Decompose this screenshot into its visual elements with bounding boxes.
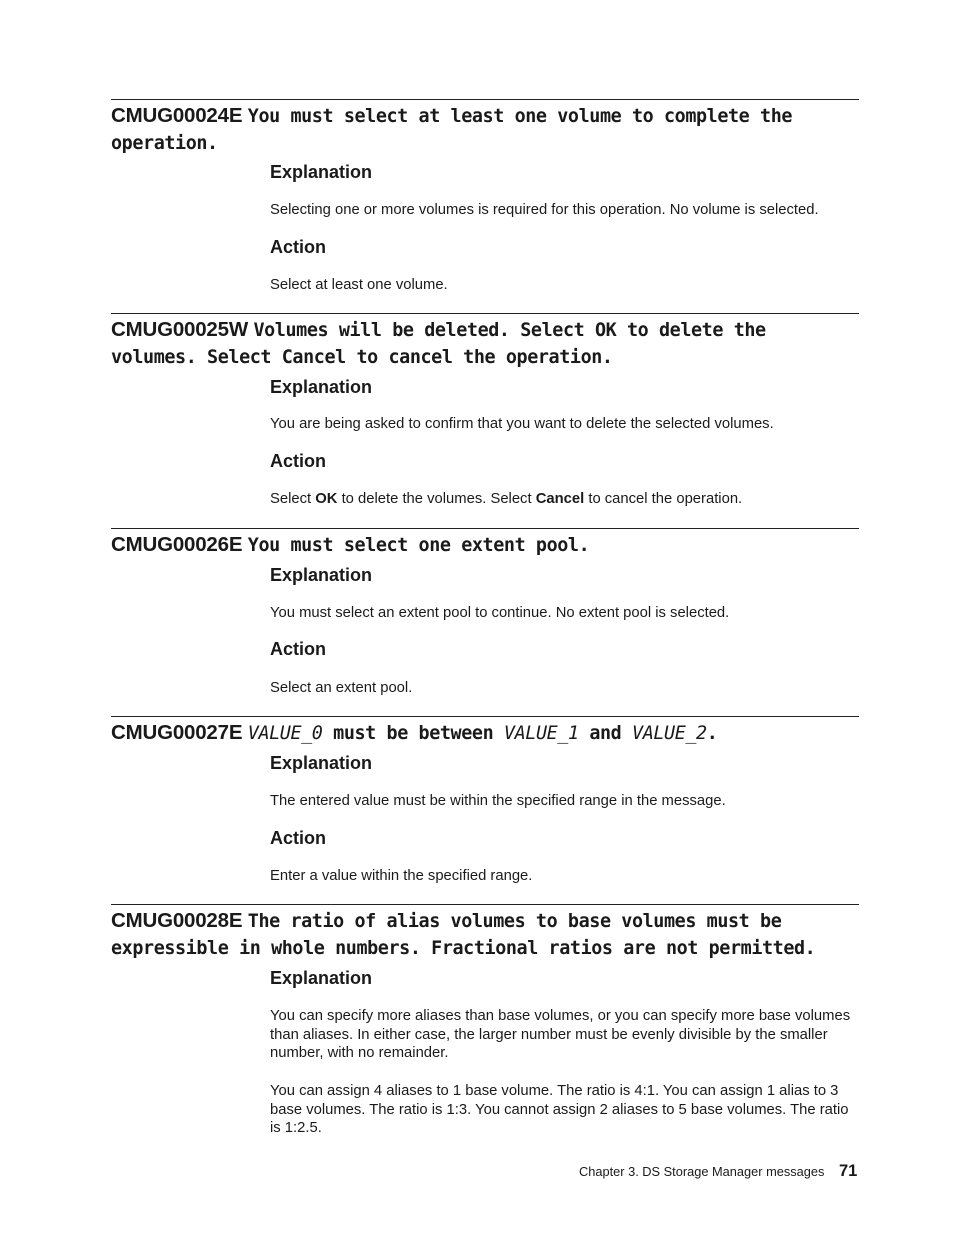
- message-title: [111, 316, 859, 371]
- message-text: must be between: [322, 723, 504, 744]
- explanation-text: You can assign 4 aliases to 1 base volume. The ratio is 4:1. You can assign 1 alias to 3 base volumes. The ratio is 1:3. You cannot assign 2 aliases to 5 base volumes. The ratio is 1:2.5.: [270, 1083, 849, 1137]
- message-text: .: [706, 723, 718, 744]
- message-title: [111, 907, 859, 962]
- action-text-part: Select: [270, 491, 316, 507]
- section-divider: [111, 528, 859, 529]
- page-number: 71: [839, 1162, 858, 1180]
- message-text: You must select one extent pool.: [247, 535, 590, 556]
- section-divider: [111, 99, 859, 100]
- footer-chapter: Chapter 3. DS Storage Manager messages: [579, 1164, 825, 1179]
- action-text: Enter a value within the specified range.: [270, 868, 533, 884]
- message-id: CMUG00027E: [111, 721, 243, 744]
- section-divider: [111, 904, 859, 905]
- variable-value-1: VALUE_1: [503, 723, 579, 744]
- action-text: [270, 490, 860, 509]
- explanation-text: You can specify more aliases than base volumes, or you can specify more base volumes than aliases. In either case, the larger number must be evenly divisible by the smaller number, with no remainder.: [270, 1008, 851, 1062]
- explanation-heading: Explanation: [270, 565, 373, 585]
- explanation-text: You must select an extent pool to continue. No extent pool is selected.: [270, 605, 730, 621]
- explanation-text: The entered value must be within the specified range in the message.: [270, 793, 726, 809]
- explanation-text: Selecting one or more volumes is required for this operation. No volume is selected.: [270, 202, 819, 218]
- explanation-heading: Explanation: [270, 753, 373, 773]
- variable-value-2: VALUE_2: [632, 723, 707, 744]
- explanation-text: You are being asked to confirm that you want to delete the selected volumes.: [270, 416, 774, 432]
- action-text: Select at least one volume.: [270, 277, 448, 293]
- action-heading: Action: [270, 451, 326, 471]
- message-id: CMUG00028E: [111, 909, 243, 932]
- section-divider: [111, 716, 859, 717]
- section-divider: [111, 313, 859, 314]
- message-title: [111, 531, 859, 559]
- cancel-keyword: Cancel: [535, 491, 585, 507]
- action-text: Select an extent pool.: [270, 680, 413, 696]
- message-text: Volumes will be deleted. Select OK to delete the volumes. Select Cancel to cancel the operation.: [111, 320, 766, 368]
- message-id: CMUG00025W: [111, 318, 248, 341]
- message-id: CMUG00026E: [111, 533, 243, 556]
- message-text: and: [578, 723, 633, 744]
- action-heading: Action: [270, 237, 326, 257]
- explanation-heading: Explanation: [270, 162, 373, 182]
- variable-value-0: VALUE_0: [247, 723, 323, 744]
- message-title: [111, 719, 859, 747]
- action-heading: Action: [270, 639, 326, 659]
- action-heading: Action: [270, 828, 326, 848]
- explanation-heading: Explanation: [270, 377, 373, 397]
- message-title: [111, 102, 859, 157]
- message-text: You must select at least one volume to complete the operation.: [111, 106, 793, 154]
- message-text: The ratio of alias volumes to base volumes must be expressible in whole numbers. Fractional ratios are not permitted.: [111, 911, 816, 959]
- action-text-part: to delete the volumes. Select: [337, 491, 536, 507]
- action-text-part: to cancel the operation.: [584, 491, 743, 507]
- ok-keyword: OK: [315, 491, 338, 507]
- message-id: CMUG00024E: [111, 104, 243, 127]
- explanation-heading: Explanation: [270, 968, 373, 988]
